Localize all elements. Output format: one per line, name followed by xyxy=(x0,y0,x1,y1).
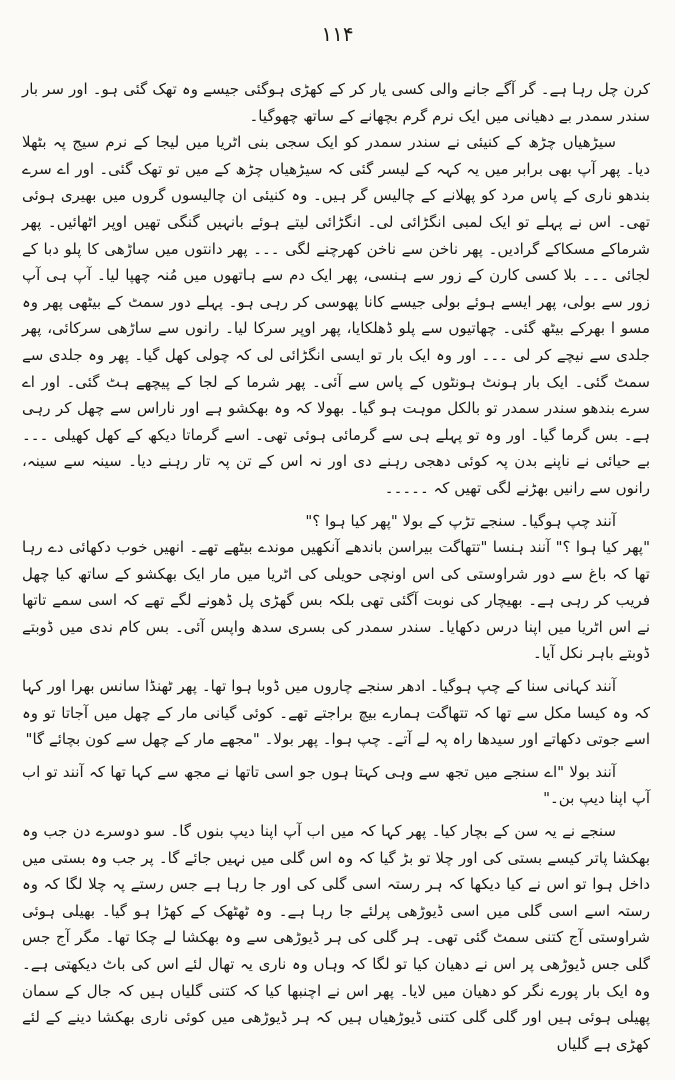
paragraph-4: "پھر کیا ہوا ؟" آنند ہنسا "تتھاگت بیراسن باندھے آنکھیں موندے بیٹھے تھے۔ انھیں خوب دکھائی دے رہا تھا کہ باغ سے دور شراوستی کی اس اونچی حویلی کی اٹریا میں مار ایک بھکشو کے ساتھ کیا چھل فریب کر رہی ہے۔ بھیچار کی نوبت آگئی تھی بلکہ بس گھڑی پل ڈھونے لگے تھے کہ اسی سمے تاتھا نے اس اٹریا میں اپنا درس دکھایا۔ سندر سمدر کی بسری سدھ واپس آئی۔ بس کام ندی میں ڈوبتے ڈوبتے باہر نکل آیا۔ xyxy=(22,538,650,663)
paragraph-6: آنند بولا "اے سنجے میں تجھ سے وہی کہتا ہوں جو اسی تاتھا نے مجھ سے کہا تھا کہ آنند تو اب آپ اپنا دیپ بن۔" xyxy=(22,762,650,808)
paragraph-2: سیڑھیاں چڑھ کے کنیئی نے سندر سمدر کو ایک سجی بنی اٹریا میں لیجا کے نرم سیج پہ بٹھلا دیا۔ پھر آپ بھی برابر میں یہ کہہ کے لیسر گئی کہ سیڑھیاں چڑھ کے میں تو تھک گئی۔ اور اے سرے بندھو ناری کے پاس مرد کو پھلانے کے چالیس گر ہیں۔ وہ کنیئی ان چالیسوں گروں میں بھیری ہوئی تھی۔ اس نے پہلے تو ایک لمبی انگڑائی لی۔ انگڑائی لیتے ہوئے بانہیں گنگی تھیں اوپر اٹھائیں۔ پھر شرماکے مسکاکے گرادیں۔ پھر ناخن سے ناخن کھرچنے لگی ۔۔۔ پھر دانتوں میں ساڑھی کا پلو دبا کے لجائی ۔۔۔ بلا کسی کارن کے زور سے ہنسی، پھر ایک دم سے ہاتھوں میں مُنہ چھپا لیا۔ آپ ہی آپ زور سے بولی، پھر ایسے ہوئے بولی جیسے کانا پھوسی کر رہی ہو۔ پہلے دور سمٹ کے بیٹھی پھر وہ مسو ا بھرکے بیٹھ گئی۔ چھاتیوں سے پلو ڈھلکایا، پھر اوپر سرکا لیا۔ رانوں سے ساڑھی سرکائی، پھر جلدی سے نیچے کر لی ۔۔۔ اور وہ ایک بار تو ایسی انگڑائی لی کہ چولی کھل گیا۔ پھر وہ جلدی سے سمٹ گئی۔ ایک بار ہونٹ ہونٹوں کے پاس سے آئی۔ پھر شرما کے لجا کے پیچھے ہٹ گئی۔ اور اے سرے بندھو سندر سمدر تو بالکل موہت ہو گیا۔ بھولا کہ وہ بھکشو ہے اور ناراس سے چھل کر رہی ہے۔ بس گرما گیا۔ اور وہ تو پہلے ہی سے گرمائی ہوئی تھی۔ اسے گرماتا دیکھ کے کھل کھیلی ۔۔۔ بے حیائی نے ناپنے بدن پہ کوئی دھجی رہنے دی اور نہ اس کے تن پہ تار رہنے دیا۔ سینہ سے سینہ، رانوں سے رانیں بھڑنے لگی تھیں کہ ۔۔۔۔۔ xyxy=(22,133,650,497)
page-body-text xyxy=(22,76,650,1057)
paragraph-3: آنند چپ ہوگیا۔ سنجے تڑپ کے بولا "پھر کیا ہوا ؟" xyxy=(305,511,616,530)
paragraph-5: آنند کہانی سنا کے چپ ہوگیا۔ ادھر سنجے چاروں میں ڈوبا ہوا تھا۔ پھر ٹھنڈا سانس بھرا اور کہا کہ وہ کیسا مکل سے تھا کہ تتھاگت ہمارے بیچ براجتے تھے۔ کوئی گیانی مار کے چھل میں آجاتا تو وہ اسے جوتی دکھاتے اور سیدھا راہ پہ لے آتے۔ چپ ہوا۔ پھر بولا۔ "مجھے مار کے چھل سے کون بچائے گا" xyxy=(22,677,650,749)
paragraph-1: کرن چل رہا ہے۔ گر آگے جانے والی کسی یار کر کے کھڑی ہوگئی جیسے وہ تھک گئی ہو۔ اور سر بار سندر سمدر بے دھیانی میں ایک نرم گرم بچھانے کے ساتھ چھوگیا۔ xyxy=(22,80,650,125)
page-number: ۱۱۴ xyxy=(321,22,354,46)
paragraph-7: سنجے نے یہ سن کے بچار کیا۔ پھر کہا کہ میں اب آپ اپنا دیپ بنوں گا۔ سو دوسرے دن جب وہ بھکشا پاتر کیسے بستی کی اور چلا تو بڑ گیا کہ وہ اس گلی میں نہیں جائے گا۔ پر جب وہ بستی میں داخل ہوا تو اس نے کیا دیکھا کہ ہر رستہ اسی گلی کی اور جا رہا ہے جس رستے پہ چلا لگا کہ وہ رستہ اسے اسی گلی میں اسی ڈیوڑھی پرلئے جا رہا ہے۔ وہ ٹھٹھک کے کھڑا ہو گیا۔ بھیلی ہوئی شراوستی آج کتنی سمٹ گئی تھی۔ ہر گلی کی ہر ڈیوڑھی سے وہ بھکشا لے چکا تھا۔ مگر آج جس گلی جس ڈیوڑھی پر اس نے دھیان کیا تو لگا کہ وہاں وہ ناری یہ تھال لئے اس کی باٹ دیکھتی ہے۔ وہ ایک بار پورے نگر کو دھیان میں لایا۔ پھر اس نے اچنبھا کیا کہ کتنی گلیاں ہیں کہ جال کے سمان پھیلی ہوئی ہیں اور گلی گلی کتنی ڈیوڑھیاں ہیں کہ ہر ڈیوڑھی میں کوئی ناری بھکشا دینے کے لئے کھڑی ہے گلیاں xyxy=(22,822,650,1053)
